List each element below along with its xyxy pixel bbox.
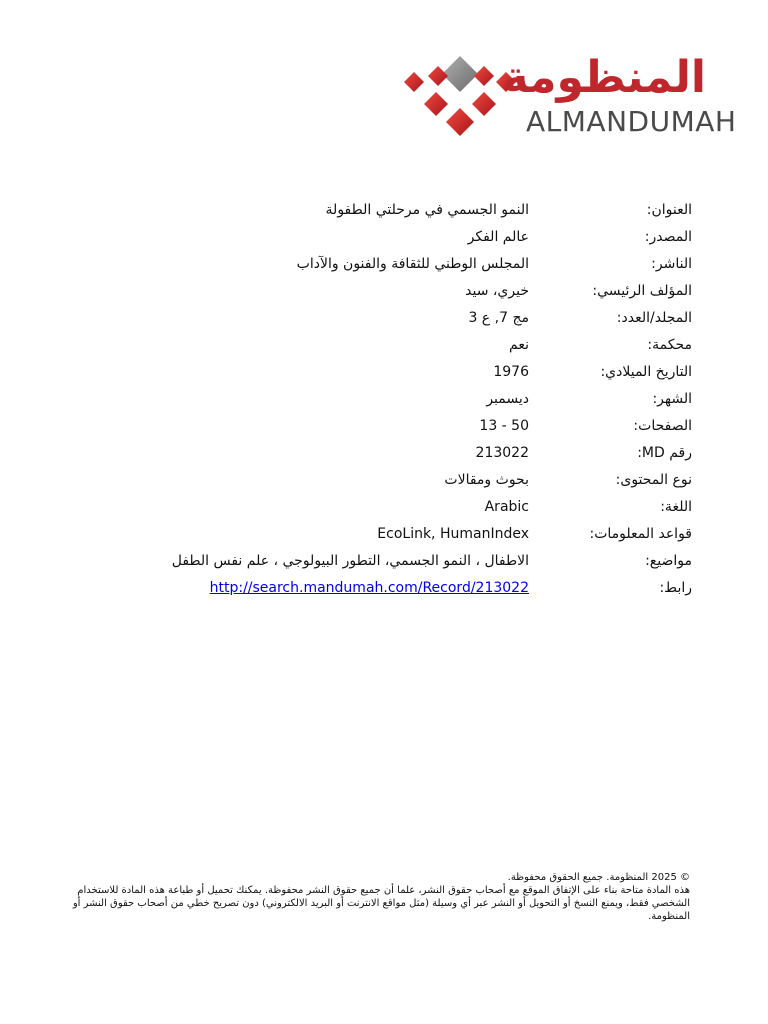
record-row-author — [80, 278, 692, 305]
record-row-link — [80, 575, 692, 602]
copyright-line: © 2025 المنظومة. جميع الحقوق محفوظة. — [507, 872, 690, 883]
record-label: الشهر: — [652, 391, 692, 407]
record-value: نعم — [509, 337, 529, 353]
logo-latin-text: ALMANDUMAH — [526, 105, 737, 138]
record-label: الصفحات: — [633, 418, 692, 434]
record-label: رقم MD: — [637, 445, 692, 461]
record-row-source — [80, 224, 692, 251]
record-value: المجلس الوطني للثقافة والفنون والآداب — [296, 256, 529, 272]
record-row-volume-issue — [80, 305, 692, 332]
record-label: نوع المحتوى: — [615, 472, 692, 488]
record-metadata — [80, 197, 692, 602]
record-label: التاريخ الميلادي: — [600, 364, 692, 380]
record-row-md-number — [80, 440, 692, 467]
record-label: المؤلف الرئيسي: — [592, 283, 692, 299]
logo-arabic-text: المنظومة — [502, 52, 706, 103]
record-row-publisher — [80, 251, 692, 278]
record-value: ديسمبر — [486, 391, 529, 407]
record-value: مج 7, ع 3 — [468, 310, 529, 326]
usage-terms: هذه المادة متاحة بناء على الإتفاق الموقع مع أصحاب حقوق النشر، علما أن جميع حقوق النشر محفوظة. يمكنك تحميل أو طباعة هذه المادة للاستخدام الشخصي فقط، ويمنع النسخ أو التحويل أو النشر عبر أي وسيلة (مثل مواقع الانترنت أو البريد الالكتروني) دون تصريح خطي من أصحاب حقوق النشر أو المنظومة. — [72, 885, 690, 922]
record-label: العنوان: — [646, 202, 692, 218]
record-label: اللغة: — [660, 499, 692, 515]
record-value: خيري، سيد — [465, 283, 529, 299]
record-row-peer-reviewed — [80, 332, 692, 359]
record-row-databases — [80, 521, 692, 548]
record-value: Arabic — [484, 499, 529, 515]
record-row-language — [80, 494, 692, 521]
record-label: الناشر: — [651, 256, 692, 272]
record-row-subjects — [80, 548, 692, 575]
record-row-year — [80, 359, 692, 386]
record-link[interactable]: http://search.mandumah.com/Record/213022 — [209, 580, 529, 596]
record-value: 1976 — [493, 364, 529, 380]
record-value: 213022 — [475, 445, 529, 461]
record-label: قواعد المعلومات: — [589, 526, 692, 542]
record-value: EcoLink, HumanIndex — [377, 526, 529, 542]
record-value: عالم الفكر — [467, 229, 529, 245]
record-row-title — [80, 197, 692, 224]
record-value: الاطفال ، النمو الجسمي، التطور البيولوجي ، علم نفس الطفل — [171, 553, 529, 569]
almandumah-logo — [400, 52, 737, 142]
record-value: بحوث ومقالات — [444, 472, 529, 488]
record-value: النمو الجسمي في مرحلتي الطفولة — [325, 202, 529, 218]
record-value-link — [210, 575, 529, 602]
record-row-content-type — [80, 467, 692, 494]
record-label: المجلد/العدد: — [616, 310, 692, 326]
copyright-notice — [62, 871, 690, 923]
record-row-month — [80, 386, 692, 413]
record-label: المصدر: — [644, 229, 692, 245]
record-label: مواضيع: — [645, 553, 692, 569]
record-row-pages — [80, 413, 692, 440]
record-label: محكمة: — [647, 337, 692, 353]
record-value: 13 - 50 — [479, 418, 529, 434]
record-label: رابط: — [659, 580, 692, 596]
